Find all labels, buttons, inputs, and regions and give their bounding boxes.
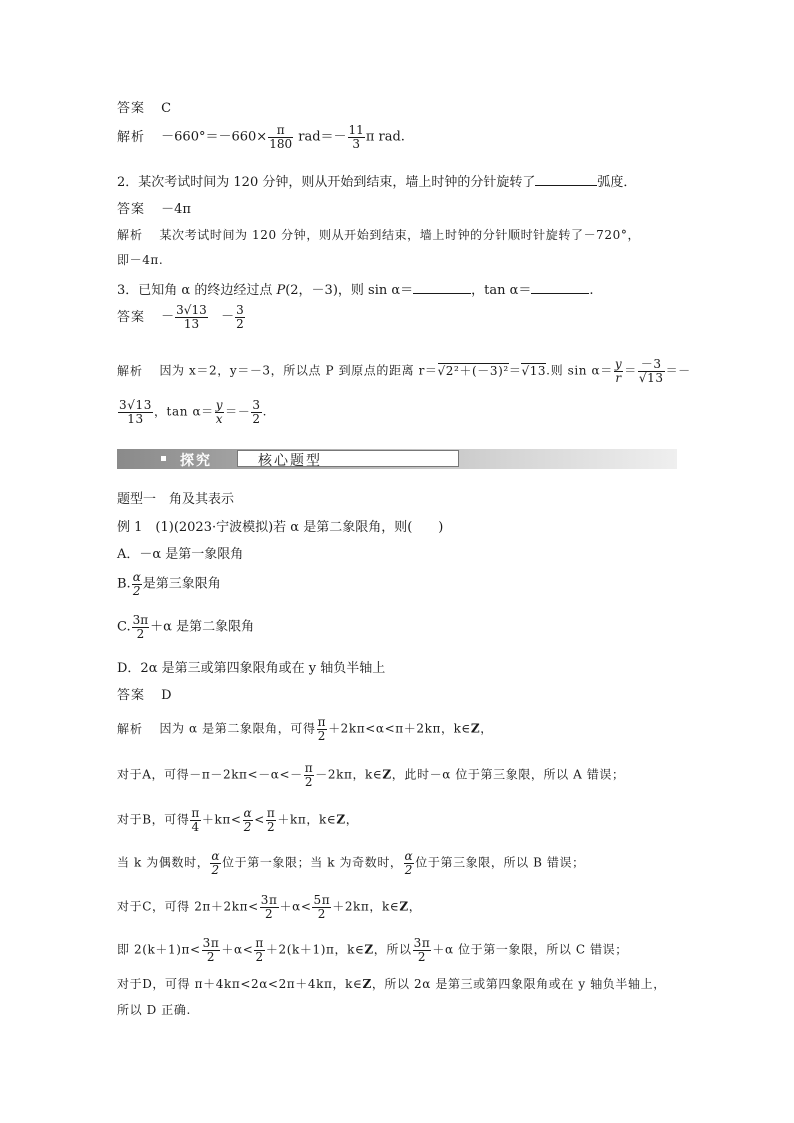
solution-text: ＋α< [279, 899, 312, 914]
minus-sign: － [161, 309, 175, 325]
solution-text: 即－4π. [117, 253, 164, 267]
answer-label: 答案 [117, 309, 146, 325]
solution-line-k [117, 850, 585, 876]
example-head: 例 1 (1)(2023·宁波模拟)若 α 是第二象限角，则( ) [117, 520, 444, 535]
solution-text: ，此时－α 位于第三象限，所以 A 错误； [391, 767, 625, 782]
solution-text: 对于D，可得 π＋4kπ<2α<2π＋4kπ，k∈ [117, 977, 363, 991]
solution-text: 对于B，可得 [117, 812, 190, 827]
question-3 [117, 279, 594, 298]
banner-label-core: 核心题型 [258, 453, 322, 469]
answer-value: －4π [161, 202, 191, 217]
solution-line-3b [117, 399, 267, 425]
solution-text: .则 sin α＝ [546, 363, 613, 378]
fraction: $\frac{\pi}{2}$ [317, 715, 327, 743]
fraction: $\frac{3}{2}$ [252, 398, 261, 426]
question-text: (2，－3)，则 sin α＝ [285, 283, 414, 298]
question-text: 2．某次考试时间为 120 分钟，则从开始到结束，墙上时钟的分针旋转了 [117, 175, 536, 190]
answer-label: 答案 [117, 202, 146, 217]
sqrt-expression: √13 [521, 363, 547, 378]
option-letter: B. [117, 576, 131, 592]
solution-line-j [117, 937, 628, 963]
solution-text: 即 2(k＋1)π< [117, 942, 201, 957]
solution-line-b [117, 807, 358, 833]
answer-label: 答案 [117, 101, 146, 116]
integer-set: Z [470, 721, 481, 736]
period: . [262, 404, 268, 419]
analysis-label: 解析 [117, 228, 144, 242]
question-text: ，tan α＝ [471, 283, 532, 298]
fraction: $\frac{\pi}{2}$ [255, 936, 264, 964]
option-letter: C. [117, 619, 131, 635]
fraction: $\frac{\pi}{2}$ [304, 761, 314, 789]
solution-text: ， [408, 899, 422, 914]
solution-text: ＋α 位于第一象限，所以 C 错误； [432, 942, 628, 957]
answer-line-4 [117, 684, 172, 703]
solution-text: 某次考试时间为 120 分钟，则从开始到结束，墙上时钟的分针顺时针旋转了－720°， [159, 228, 641, 242]
fraction: $\frac{-3}{√13}$ [638, 357, 664, 385]
answer-blank [535, 173, 597, 186]
solution-text: ，tan α＝ [153, 404, 214, 419]
solution-text: ，所以 2α 是第三或第四象限角或在 y 轴负半轴上， [371, 977, 666, 991]
solution-text: 对于A，可得－π－2kπ<－α<－ [117, 767, 303, 782]
analysis-label: 解析 [117, 363, 144, 378]
analysis-label: 解析 [117, 129, 146, 145]
solution-line-2 [117, 226, 640, 243]
solution-text: rad＝－ [298, 129, 347, 145]
solution-line-2b [117, 251, 163, 268]
analysis-label: 解析 [117, 721, 144, 736]
solution-text: ＋2(k＋1)π，k∈ [265, 942, 365, 957]
fraction: $\frac{3√13}{13}$ [176, 303, 207, 331]
question-text: . [589, 283, 594, 298]
solution-text: －660°＝－660× [161, 129, 268, 145]
fraction: $\frac{\alpha}{2}$ [404, 849, 414, 877]
answer-blank [531, 281, 589, 294]
fraction: $\frac{\alpha}{2}$ [243, 806, 253, 834]
solution-text: ＋kπ< [201, 812, 242, 827]
option-text: ＋α 是第二象限角 [150, 619, 255, 635]
solution-text: ＋α< [221, 942, 254, 957]
fraction: $\frac{\pi}{2}$ [266, 806, 276, 834]
equals-sign: ＝－ [225, 404, 251, 419]
fraction: $\frac{5\pi}{2}$ [313, 893, 331, 921]
answer-line-1 [117, 97, 171, 116]
option-text: 是第三象限角 [142, 576, 221, 592]
solution-text: ＋2kπ，k∈ [332, 899, 400, 914]
fraction: $\frac{3\pi}{2}$ [132, 613, 149, 641]
solution-line-1 [117, 124, 405, 150]
question-text: 3．已知角 α 的终边经过点 [117, 283, 277, 298]
solution-line-a [117, 762, 625, 788]
integer-set: Z [364, 942, 374, 957]
solution-text: 对于C，可得 2π＋2kπ< [117, 899, 259, 914]
fraction: $\frac{3\pi}{2}$ [260, 893, 278, 921]
option-b [117, 571, 221, 597]
equals-sign: ＝ [624, 363, 637, 378]
fraction: $\frac{\alpha}{2}$ [132, 570, 141, 598]
answer-line-3 [117, 304, 246, 330]
fraction: $\frac{3\pi}{2}$ [413, 936, 431, 964]
solution-text: －2kπ，k∈ [315, 767, 383, 782]
solution-text: ＋2kπ<α<π＋2kπ，k∈ [328, 721, 471, 736]
fraction: $\frac{3√13}{13}$ [119, 398, 152, 426]
option-c [117, 614, 254, 640]
answer-blank [413, 281, 471, 294]
integer-set: Z [399, 899, 409, 914]
banner-label-explore: 探究 [180, 453, 212, 469]
square-bullet-icon [161, 456, 166, 461]
fraction: $\frac{11}{3}$ [348, 123, 364, 151]
fraction: $\frac{y}{r}$ [614, 357, 623, 385]
sqrt-expression: √2²＋(－3)² [437, 363, 509, 378]
fraction: $\frac{3}{2}$ [236, 303, 244, 331]
solution-text: 当 k 为偶数时， [117, 855, 210, 870]
type-title: 题型一 角及其表示 [117, 492, 235, 507]
solution-line-3 [117, 358, 691, 384]
solution-line-c [117, 894, 421, 920]
fraction: $\frac{\alpha}{2}$ [211, 849, 221, 877]
integer-set: Z [336, 812, 346, 827]
option-d: D．2α 是第三或第四象限角或在 y 轴负半轴上 [117, 661, 386, 676]
solution-text: π rad. [365, 129, 405, 145]
solution-text: ＋kπ，k∈ [277, 812, 337, 827]
integer-set: Z [382, 767, 392, 782]
solution-text: 因为 x＝2，y＝－3，所以点 P 到原点的距离 r＝ [159, 363, 438, 378]
question-2 [117, 171, 636, 190]
minus-sign: － [221, 309, 235, 325]
solution-text: < [254, 812, 265, 827]
solution-line-d [117, 975, 666, 992]
answer-line-2 [117, 198, 191, 217]
answer-value: D [161, 688, 172, 703]
solution-text: ， [480, 721, 493, 736]
section-banner [117, 449, 677, 469]
solution-text: ，所以 [373, 942, 412, 957]
fraction: $\frac{3\pi}{2}$ [202, 936, 220, 964]
solution-text: ， [345, 812, 359, 827]
fraction: $\frac{y}{x}$ [215, 398, 224, 426]
solution-text: ＝ [508, 363, 522, 378]
question-text: 弧度． [597, 175, 637, 190]
fraction: $\frac{\pi}{180}$ [269, 123, 293, 151]
solution-line-4 [117, 716, 493, 742]
point-label: P [276, 283, 286, 298]
solution-text: 位于第一象限；当 k 为奇数时， [222, 855, 403, 870]
solution-text: 位于第三象限，所以 B 错误； [415, 855, 585, 870]
solution-line-d2: 所以 D 正确. [117, 1003, 191, 1017]
equals-sign: ＝－ [665, 363, 691, 378]
answer-label: 答案 [117, 688, 146, 703]
solution-text: 因为 α 是第二象限角，可得 [159, 721, 316, 736]
integer-set: Z [362, 977, 372, 991]
fraction: $\frac{\pi}{4}$ [191, 806, 200, 834]
answer-value: C [161, 101, 172, 116]
option-a: A．－α 是第一象限角 [117, 547, 244, 562]
